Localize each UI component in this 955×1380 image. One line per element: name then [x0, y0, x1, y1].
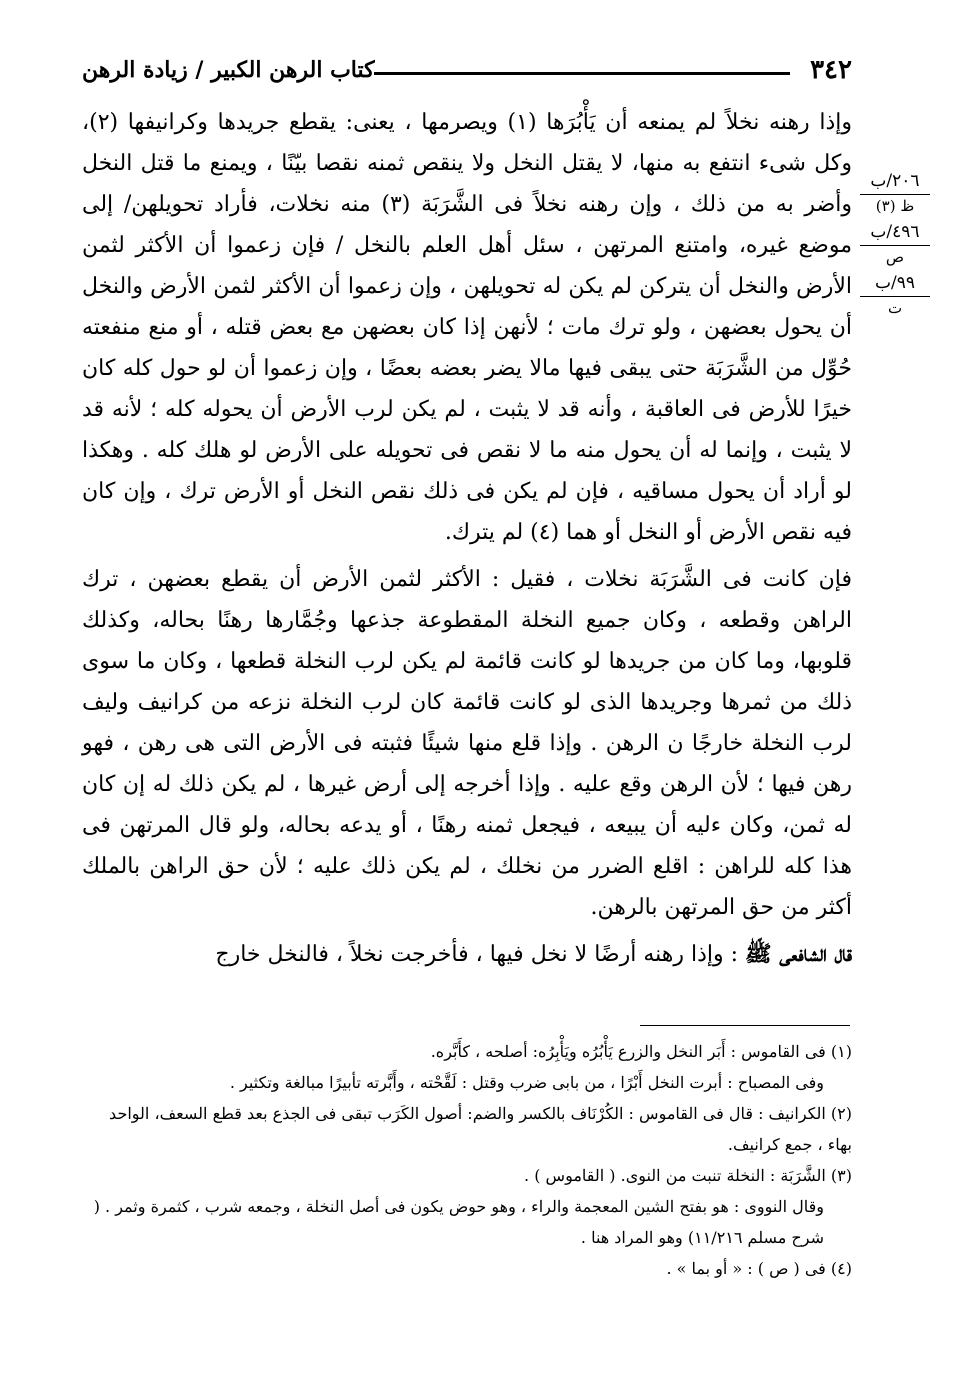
- speaker-label: قال الشافعى ﷺ: [745, 941, 852, 967]
- footnote-continuation: وفى المصباح : أبرت النخل أَبْرًا ، من بابى ضرب وقتل : لَقَّحْته ، وأَبَّرته تأبيرًا مبالغة وتكثير .: [229, 1073, 824, 1092]
- footnotes: [82, 1036, 852, 1284]
- body-paragraph-last: [82, 934, 852, 975]
- footnote: (٣) الشَّرَبَة : النخلة تنبت من النوى. ( القاموس ) .: [524, 1166, 852, 1185]
- margin-note: [860, 170, 930, 217]
- margin-note-ref: ٩٩/ب: [860, 272, 930, 297]
- margin-note-ref: ٤٩٦/ب: [860, 221, 930, 246]
- margin-note-manuscript: ت: [887, 299, 903, 317]
- main-text: [82, 102, 852, 975]
- footnote: (٤) فى ( ص ) : « أو بما » .: [666, 1259, 852, 1278]
- page-header: [82, 50, 852, 90]
- body-paragraph: فإن كانت فى الشَّرَبَة نخلات ، فقيل : الأكثر لثمن الأرض أن يقطع بعضهن ، ترك الراهن وقطعه ، وكان جميع النخلة المقطوعة جذعها وجُمَّارها رهنًا بحاله، وكذلك قلوبها، وما كان من جريدها لو كانت قائمة لم يكن لرب النخلة قطعها ، وكان ما سوى ذلك من ثمرها وجريدها الذى لو كانت قائمة كان لرب النخلة نزعه من كرانيف وليف لرب النخلة خارجًا ن الرهن . وإذا قلع منها شيئًا فثبته فى الأرض التى هى رهن ، فهو رهن فيها ؛ لأن الرهن وقع عليه . وإذا أخرجه إلى أرض غيرها ، لم يكن ذلك له إن كان له ثمن، وكان ءليه أن يبيعه ، فيجعل ثمنه رهنًا ، أو يدعه بحاله، ولو قال المرتهن فى هذا كله للراهن : اقلع الضرر من نخلك ، لم يكن ذلك عليه ؛ لأن حق الراهن بالملك أكثر من حق المرتهن بالرهن.: [82, 567, 852, 920]
- footnote: (٢) الكرانيف : قال فى القاموس : الكُرْنَاف بالكسر والضم: أصول الكَرَب تبقى فى الجذع بعد قطع السعف، الواحد بهاء ، جمع كرانيف.: [109, 1104, 852, 1154]
- page-number: ٣٤٢: [810, 55, 852, 85]
- footnote-divider: [640, 1025, 850, 1026]
- body-paragraph-text: : وإذا رهنه أرضًا لا نخل فيها ، فأخرجت نخلاً ، فالنخل خارج: [215, 942, 746, 967]
- footnote-continuation: وقال النووى : هو بفتح الشين المعجمة والراء ، وهو حوض يكون فى أصل النخلة ، وجمعه شرب ، كثمرة وثمر . ( شرح مسلم ١١/٢١٦) وهو المراد هنا .: [93, 1197, 824, 1247]
- header-rule: [374, 72, 790, 75]
- margin-note: [860, 221, 930, 268]
- margin-notes: [860, 170, 930, 323]
- footnote: (١) فى القاموس : أَبَر النخل والزرع يَأْبُرُه ويَأْبِرُه: أصلحه ، كأَبَّره.: [430, 1042, 852, 1061]
- margin-note-ref: ٢٠٦/ب: [860, 170, 930, 195]
- running-title: كتاب الرهن الكبير / زيادة الرهن: [82, 57, 375, 83]
- margin-note-manuscript: ظ (٣): [875, 197, 915, 215]
- margin-note: [860, 272, 930, 319]
- margin-note-manuscript: ص: [885, 248, 905, 266]
- body-paragraph: وإذا رهنه نخلاً لم يمنعه أن يَأْبُرَها (١) ويصرمها ، يعنى: يقطع جريدها وكرانيفها (٢)، وكل شىء انتفع به منها، لا يقتل النخل ولا ينقص ثمنه نقصا بيّنًا ، ويمنع ما قتل النخل وأضر به من ذلك ، وإن رهنه نخلاً فى الشَّرَبَة (٣) منه نخلات، فأراد تحويلهن/ إلى موضع غيره، وامتنع المرتهن ، سئل أهل العلم بالنخل / فإن زعموا أن الأكثر لثمن الأرض والنخل أن يتركن لم يكن له تحويلهن ، وإن زعموا أن الأكثر لثمن الأرض والنخل أن يحول بعضهن ، ولو ترك مات ؛ لأنهن إذا كان بعضهن مع بعض قتله ، أو منع منفعته حُوِّل من الشَّرَبَة حتى يبقى فيها مالا يضر بعضه بعضًا ، وإن زعموا أن لو حول كله كان خيرًا للأرض فى العاقبة ، وأنه قد لا يثبت ، لم يكن لرب الأرض أن يحوله كله ؛ لأنه قد لا يثبت ، وإنما له أن يحول منه ما لا نقص فى تحويله على الأرض لو هلك كله . وهكذا لو أراد أن يحول مساقيه ، فإن لم يكن فى ذلك نقص النخل أو الأرض ترك ، وإن كان فيه نقص الأرض أو النخل أو هما (٤) لم يترك.: [82, 110, 852, 545]
